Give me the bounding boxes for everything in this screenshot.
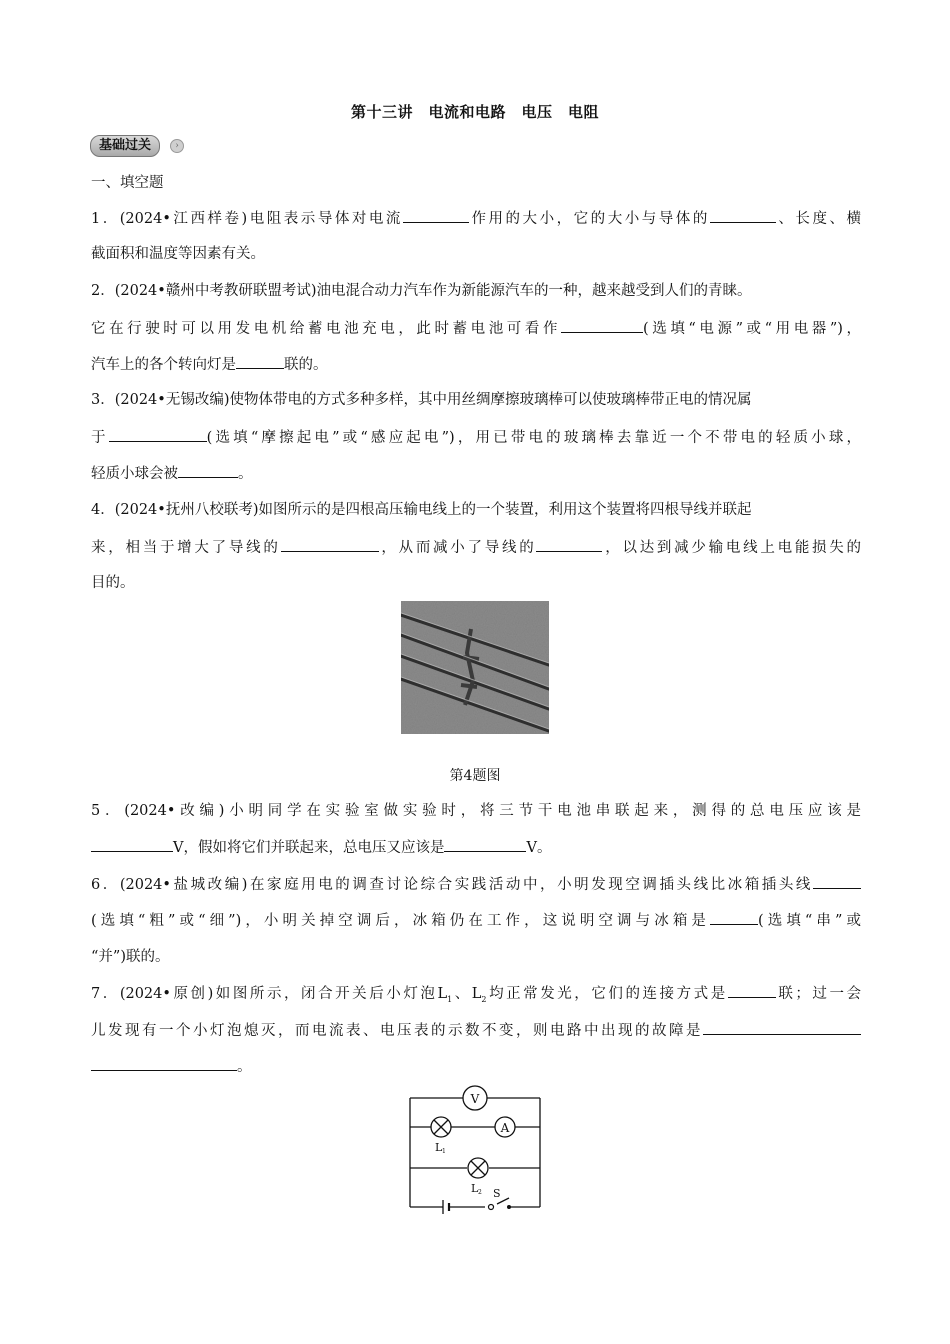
answer-blank[interactable] [710,208,776,223]
answer-blank[interactable] [728,983,776,998]
question-4-line-3: 目的。 [91,575,135,591]
question-5-line-1: 5．(2024•改编)小明同学在实验室做实验时，将三节干电池串联起来，测得的总电压应该是 [91,803,861,819]
question-7-line-2: 儿发现有一个小灯泡熄灭，而电流表、电压表的示数不变，则电路中出现的故障是 [91,1020,861,1041]
question-6-line-2: (选填“粗”或“细”)，小明关掉空调后，冰箱仍在工作，这说明空调与冰箱是 (选填“串”或 [91,910,861,931]
section-heading: 一、填空题 [91,175,164,191]
lamp-1-label: L [435,1141,443,1154]
power-line-spacer-photo [401,601,549,734]
circuit-diagram [405,1080,545,1220]
answer-blank[interactable] [813,874,861,889]
question-4-line-1: 4．(2024•抚州八校联考)如图所示的是四根高压输电线上的一个装置，利用这个装置将四根导线并联起 [91,502,752,518]
question-7-line-1: 7．(2024•原创)如图所示，闭合开关后小灯泡$L_1$、$L_2$均正常发光，它们的连接方式是 联；过一会 [91,983,861,1010]
question-2-line-1: 2．(2024•赣州中考教研联盟考试)油电混合动力汽车作为新能源汽车的一种，越来越受到人们的青睐。 [91,283,752,299]
question-4-line-2: 来，相当于增大了导线的 ，从而减小了导线的 ，以达到减少输电线上电能损失的 [91,537,861,558]
question-1-line-2: 截面积和温度等因素有关。 [91,246,265,262]
answer-blank[interactable] [236,354,284,369]
voltmeter-label: V [470,1092,480,1106]
question-3-line-2: 于 (选填“摩擦起电”或“感应起电”)，用已带电的玻璃棒去靠近一个不带电的轻质小球， [91,427,861,448]
question-3-line-3: 轻质小球会被 。 [91,463,861,484]
answer-blank[interactable] [710,910,758,925]
badge-arrow-icon: › [170,139,184,153]
question-6-line-3: “并”)联的。 [91,949,170,965]
switch-contact-right [507,1205,511,1209]
switch-contact-left [489,1205,494,1210]
question-7-line-3: 。 [91,1056,861,1077]
figure-4-caption: 第4题图 [449,768,501,784]
page-title: 第十三讲 电流和电路 电压 电阻 [350,103,599,121]
lamp-2-subscript: 2 [478,1189,482,1196]
section-badge: 基础过关 [90,135,160,157]
answer-blank[interactable] [91,837,173,852]
lamp-1-subscript: 1 [442,1148,446,1155]
question-2-line-2: 它在行驶时可以用发电机给蓄电池充电，此时蓄电池可看作 (选填“电源”或“用电器”)， [91,318,861,339]
answer-blank[interactable] [178,463,238,478]
answer-blank[interactable] [444,837,526,852]
answer-blank[interactable] [109,427,207,442]
answer-blank[interactable] [281,537,379,552]
question-6-line-1: 6．(2024•盐城改编)在家庭用电的调查讨论综合实践活动中，小明发现空调插头线比冰箱插头线 [91,874,861,895]
question-3-line-1: 3．(2024•无锡改编)使物体带电的方式多种多样，其中用丝绸摩擦玻璃棒可以使玻璃棒带正电的情况属 [91,392,752,408]
question-2-line-3: 汽车上的各个转向灯是 联的。 [91,354,861,375]
switch-label: S [493,1187,501,1200]
answer-blank[interactable] [561,318,643,333]
lamp-2-label: L [471,1182,479,1195]
answer-blank[interactable] [403,208,469,223]
answer-blank[interactable] [703,1020,861,1035]
question-1-line-1: 1．(2024•江西样卷)电阻表示导体对电流 作用的大小，它的大小与导体的 、长度、横 [91,208,861,229]
answer-blank[interactable] [91,1056,237,1071]
question-5-line-2: V，假如将它们并联起来，总电压又应该是 V。 [91,837,861,858]
ammeter-label: A [500,1121,510,1135]
answer-blank[interactable] [536,537,602,552]
